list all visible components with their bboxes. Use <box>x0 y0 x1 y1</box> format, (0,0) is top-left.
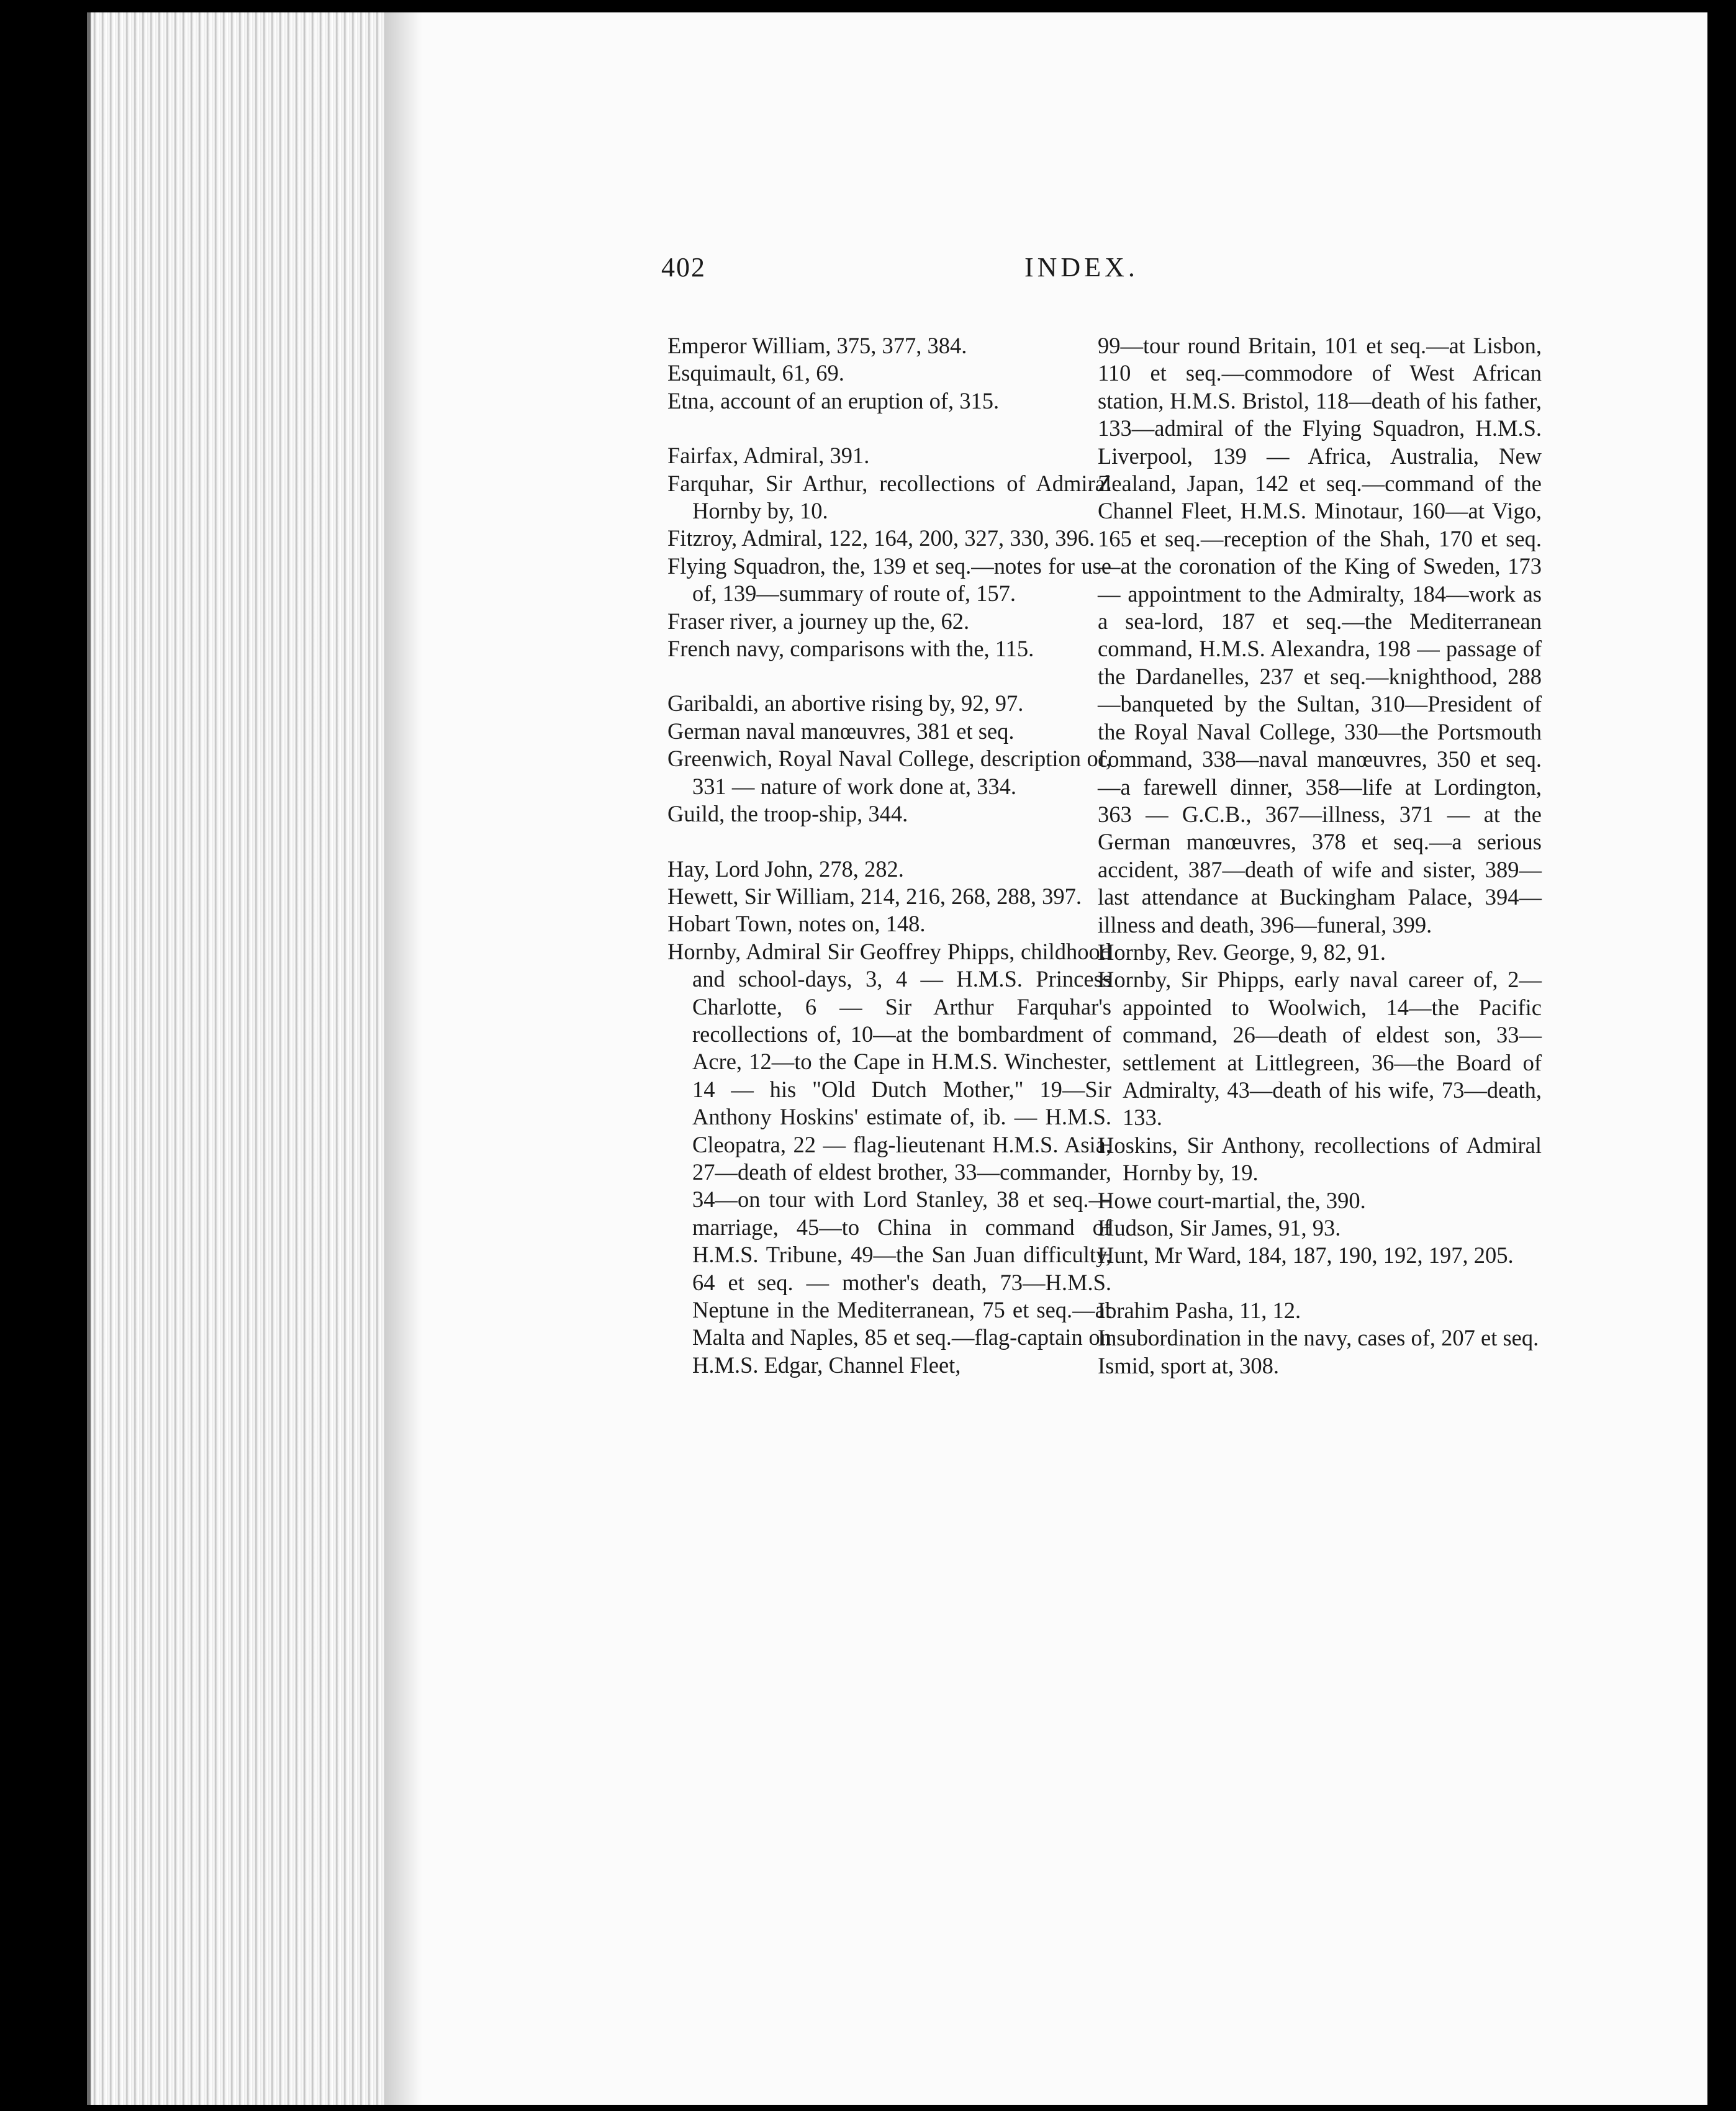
index-entry: Hewett, Sir William, 214, 216, 268, 288, 397. <box>667 883 1082 909</box>
index-entry-continuation: 99—tour round Britain, 101 et seq.—at Lisbon, 110 et seq.—commodore of West African station, H.M.S. Bristol, 118—death of his father, 133—admiral of the Flying Squadron, H.M.S. Liverpool, 139 — Africa, Australia, New Zealand, Japan, 142 et seq.—command of the Channel Fleet, H.M.S. Minotaur, 160—at Vigo, 165 et seq.—reception of the Shah, 170 et seq.—at the coronation of the King of Sweden, 173 — appointment to the Admiralty, 184—work as a sea-lord, 187 et seq.—the Mediterranean command, H.M.S. Alexandra, 198 — passage of the Dardanelles, 237 et seq.—knighthood, 288—banqueted by the Sultan, 310—President of the Royal Naval College, 330—the Portsmouth command, 338—naval manœuvres, 350 et seq.—a farewell dinner, 358—life at Lordington, 363 — G.C.B., 367—illness, 371 — at the German manœuvres, 378 et seq.—a serious accident, 387—death of wife and sister, 389—last attendance at Buckingham Palace, 394—illness and death, 396—funeral, 399. <box>1098 333 1542 938</box>
index-entry: Fraser river, a journey up the, 62. <box>667 608 970 634</box>
spine-shadow <box>385 12 422 2105</box>
page-number: 402 <box>661 252 706 283</box>
index-entry: Hoskins, Sir Anthony, recollections of Admiral Hornby by, 19. <box>1098 1132 1542 1186</box>
index-entry: Etna, account of an eruption of, 315. <box>667 387 1000 414</box>
index-entry: Hudson, Sir James, 91, 93. <box>1098 1215 1341 1241</box>
index-entry: Hunt, Mr Ward, 184, 187, 190, 192, 197, 205. <box>1098 1242 1514 1268</box>
index-entry: Hornby, Rev. George, 9, 82, 91. <box>1098 939 1386 965</box>
index-column-right <box>1098 332 1542 1380</box>
index-entry: Ibrahim Pasha, 11, 12. <box>1098 1297 1301 1323</box>
index-entry: Fitzroy, Admiral, 122, 164, 200, 327, 330, 396. <box>667 525 1095 551</box>
index-entry: Howe court-martial, the, 390. <box>1098 1187 1366 1213</box>
index-entry: Emperor William, 375, 377, 384. <box>667 333 967 358</box>
index-entry: Ismid, sport at, 308. <box>1098 1352 1279 1378</box>
running-title: INDEX. <box>1024 252 1139 283</box>
index-entry: Garibaldi, an abortive rising by, 92, 97. <box>667 690 1024 716</box>
page-edges <box>87 12 414 2105</box>
index-column-left <box>667 332 1111 1379</box>
index-entry: Insubordination in the navy, cases of, 207 et seq. <box>1098 1325 1539 1351</box>
index-entry: Fairfax, Admiral, 391. <box>667 443 870 469</box>
section-gap <box>1098 1270 1542 1297</box>
index-entry: Hornby, Sir Phipps, early naval career of, 2—appointed to Woolwich, 14—the Pacific command, 26—death of eldest son, 33—settlement at Littlegreen, 36—the Board of Admiralty, 43—death of his wife, 73—death, 133. <box>1098 967 1542 1131</box>
index-entry: Hobart Town, notes on, 148. <box>667 911 926 937</box>
index-entry: Flying Squadron, the, 139 et seq.—notes for use of, 139—summary of route of, 157. <box>667 553 1111 607</box>
section-gap <box>667 828 1111 856</box>
index-entry: French navy, comparisons with the, 115. <box>667 636 1034 662</box>
index-entry: Esquimault, 61, 69. <box>667 360 844 386</box>
index-entry: Hay, Lord John, 278, 282. <box>667 856 904 882</box>
section-gap <box>667 662 1111 690</box>
index-entry: Greenwich, Royal Naval College, description of, 331 — nature of work done at, 334. <box>667 746 1111 799</box>
index-entry: Guild, the troop-ship, 344. <box>667 801 908 827</box>
index-entry: German naval manœuvres, 381 et seq. <box>667 718 1015 744</box>
book-page <box>385 12 1707 2105</box>
index-entry: Farquhar, Sir Arthur, recollections of Admiral Hornby by, 10. <box>667 470 1111 524</box>
section-gap <box>667 415 1111 442</box>
index-entry: Hornby, Admiral Sir Geoffrey Phipps, childhood and school-days, 3, 4 — H.M.S. Princess Charlotte, 6 — Sir Arthur Farquhar's recollections of, 10—at the bombardment of Acre, 12—to the Cape in H.M.S. Winchester, 14 — his "Old Dutch Mother," 19—Sir Anthony Hoskins' estimate of, ib. — H.M.S. Cleopatra, 22 — flag-lieutenant H.M.S. Asia, 27—death of eldest brother, 33—commander, 34—on tour with Lord Stanley, 38 et seq.—marriage, 45—to China in command of H.M.S. Tribune, 49—the San Juan difficulty, 64 et seq. — mother's death, 73—H.M.S. Neptune in the Mediterranean, 75 et seq.—at Malta and Naples, 85 et seq.—flag-captain on H.M.S. Edgar, Channel Fleet, <box>667 938 1111 1378</box>
